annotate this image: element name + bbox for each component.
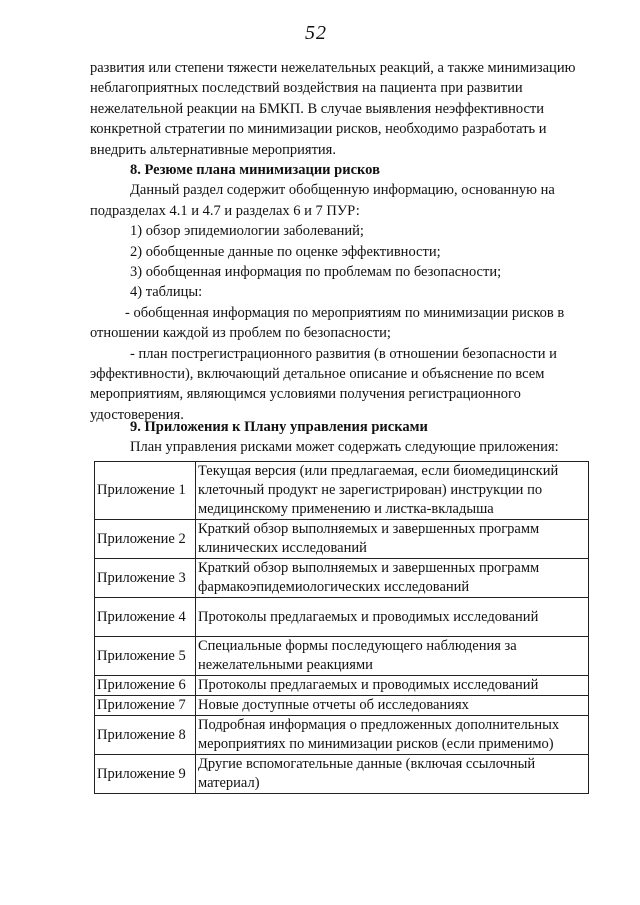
list-item: 4) таблицы:: [130, 284, 203, 301]
table-row: [95, 696, 589, 716]
table-row: [95, 598, 589, 637]
description-line: Специальные формы последующего наблюдения за: [198, 638, 517, 654]
description-line: мероприятиях по минимизации рисков (если применимо): [198, 736, 554, 752]
appendix-label: Приложение 9: [95, 755, 196, 794]
description-line: материал): [198, 775, 260, 791]
bullet-line: - обобщенная информация по мероприятиям по минимизации рисков в: [125, 304, 565, 321]
section-heading: 8. Резюме плана минимизации рисков: [130, 162, 380, 178]
description-line: фармакоэпидемиологических исследований: [198, 579, 470, 595]
text-line: подразделах 4.1 и 4.7 и разделах 6 и 7 ПУР:: [90, 202, 360, 219]
appendix-label: Приложение 6: [95, 676, 196, 696]
description-line: Текущая версия (или предлагаемая, если биомедицинский: [198, 463, 559, 479]
table-row: [95, 637, 589, 676]
section-heading: 9. Приложения к Плану управления рисками: [130, 419, 428, 435]
description-line: Другие вспомогательные данные (включая ссылочный: [198, 756, 536, 772]
table-row: [95, 462, 589, 520]
bullet-line: отношении каждой из проблем по безопасности;: [90, 325, 391, 342]
description-line: Протоколы предлагаемых и проводимых исследований: [198, 677, 539, 693]
bullet-line: эффективности), включающий детальное описание и объяснение по всем: [90, 366, 545, 383]
appendix-description: [196, 716, 589, 755]
list-item: 1) обзор эпидемиологии заболеваний;: [130, 223, 364, 240]
appendix-label: Приложение 7: [95, 696, 196, 716]
appendix-label: Приложение 8: [95, 716, 196, 755]
section-8: [90, 160, 596, 425]
list-item: 2) обобщенные данные по оценке эффективности;: [130, 243, 441, 260]
text-line: неблагоприятных последствий воздействия на пациента при развитии: [90, 80, 523, 97]
description-line: Новые доступные отчеты об исследованиях: [198, 697, 469, 713]
description-line: Краткий обзор выполняемых и завершенных программ: [198, 560, 540, 576]
list-item: 3) обобщенная информация по проблемам по безопасности;: [130, 264, 502, 281]
table-row: [95, 520, 589, 559]
text-line: конкретной стратегии по минимизации рисков, необходимо разработать и: [90, 121, 547, 138]
appendix-label: Приложение 1: [95, 462, 196, 520]
text-line: внедрить альтернативные мероприятия.: [90, 141, 336, 158]
appendix-description: [196, 637, 589, 676]
text-line: Данный раздел содержит обобщенную информацию, основанную на: [130, 182, 555, 199]
description-line: Подробная информация о предложенных дополнительных: [198, 717, 560, 733]
description-line: Краткий обзор выполняемых и завершенных программ: [198, 521, 540, 537]
description-line: Протоколы предлагаемых и проводимых исследований: [198, 608, 539, 625]
table-row: [95, 676, 589, 696]
description-line: нежелательными реакциями: [198, 657, 373, 673]
appendix-label: Приложение 4: [95, 598, 196, 637]
text-line: развития или степени тяжести нежелательных реакций, а также минимизацию: [90, 60, 576, 76]
appendix-description: [196, 676, 589, 696]
page-number: 52: [305, 22, 327, 44]
appendix-description: [196, 598, 589, 637]
table-row: [95, 755, 589, 794]
table-row: [95, 559, 589, 598]
bullet-line: - план пострегистрационного развития (в отношении безопасности и: [130, 345, 557, 362]
description-line: медицинскому применению и листка-вкладыша: [198, 501, 494, 517]
description-line: клеточный продукт не зарегистрирован) инструкции по: [198, 482, 543, 498]
intro-paragraph: [90, 58, 596, 160]
appendix-label: Приложение 2: [95, 520, 196, 559]
appendix-description: [196, 755, 589, 794]
text-line: План управления рисками может содержать следующие приложения:: [130, 439, 559, 456]
bullet-line: удостоверения.: [90, 406, 184, 423]
description-line: клинических исследований: [198, 540, 367, 556]
appendix-description: [196, 559, 589, 598]
appendix-description: [196, 462, 589, 520]
appendix-label: Приложение 3: [95, 559, 196, 598]
text-line: нежелательной реакции на БМКП. В случае выявления неэффективности: [90, 100, 545, 117]
appendix-label: Приложение 5: [95, 637, 196, 676]
appendix-table: [94, 461, 589, 794]
section-9: [90, 417, 596, 458]
bullet-line: мероприятиям, являющимся условиями получения регистрационного: [90, 386, 521, 403]
table-row: [95, 716, 589, 755]
appendix-description: [196, 520, 589, 559]
appendix-description: [196, 696, 589, 716]
